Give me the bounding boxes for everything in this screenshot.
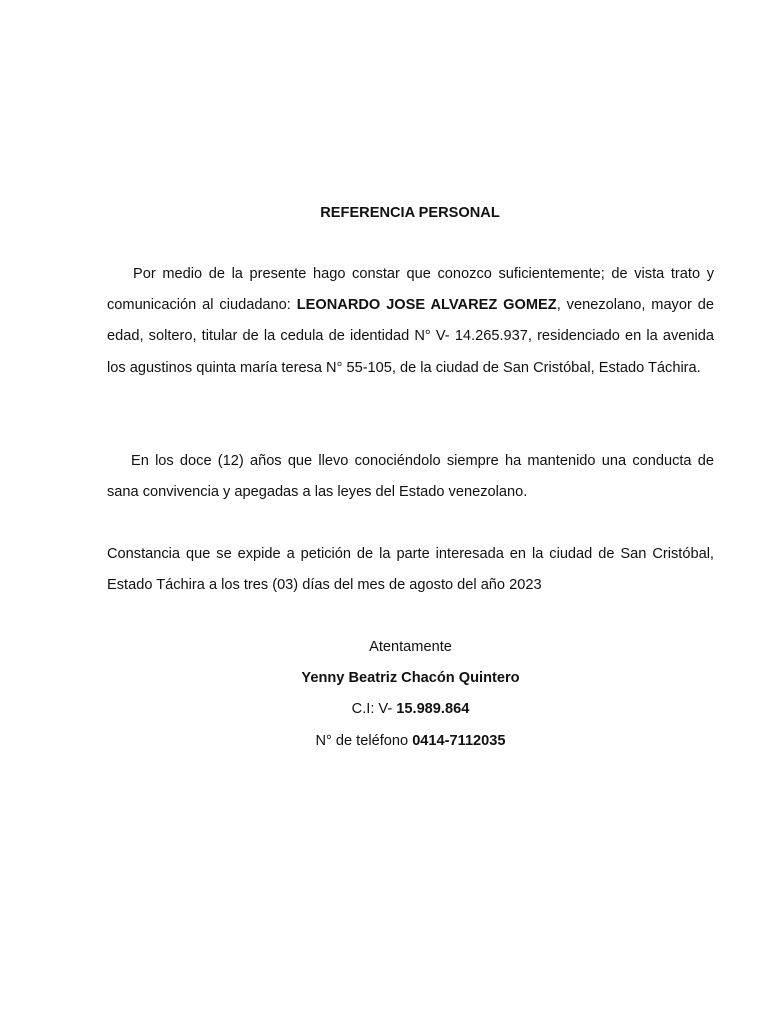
referenced-person-name: LEONARDO JOSE ALVAREZ GOMEZ <box>296 297 557 314</box>
paragraph-introduction-start: Por medio de la presente hago constar que conozco suficientemente; de vista trato y comunicación al ciudadano: <box>107 266 714 314</box>
signature-closing: Atentamente <box>369 639 452 655</box>
paragraph-conduct: En los doce (12) años que llevo conociéndolo siempre ha mantenido una conducta de sana convivencia y apegadas a las leyes del Estado venezolano. <box>107 453 714 501</box>
signer-name: Yenny Beatriz Chacón Quintero <box>301 670 520 686</box>
paragraph-introduction <box>107 259 714 384</box>
signer-phone-value: 0414-7112035 <box>412 733 506 749</box>
signer-id-value: 15.989.864 <box>396 701 470 717</box>
signer-id-line <box>107 699 714 719</box>
signer-phone-line <box>107 731 714 751</box>
paragraph-introduction-end: , venezolano, mayor de edad, soltero, titular de la cedula de identidad N° V- 14.265.937, residenciado en la avenida los agustinos quinta maría teresa N° 55-105, de la ciudad de San Cristóbal, Estado Táchira. <box>107 297 714 376</box>
document-title: REFERENCIA PERSONAL <box>320 205 500 221</box>
signer-id-label: C.I: V- <box>351 701 397 717</box>
signer-phone-label: N° de teléfono <box>315 733 413 749</box>
paragraph-constancy: Constancia que se expide a petición de la parte interesada en la ciudad de San Cristóbal, Estado Táchira a los tres (03) días del mes de agosto del año 2023 <box>107 546 714 594</box>
